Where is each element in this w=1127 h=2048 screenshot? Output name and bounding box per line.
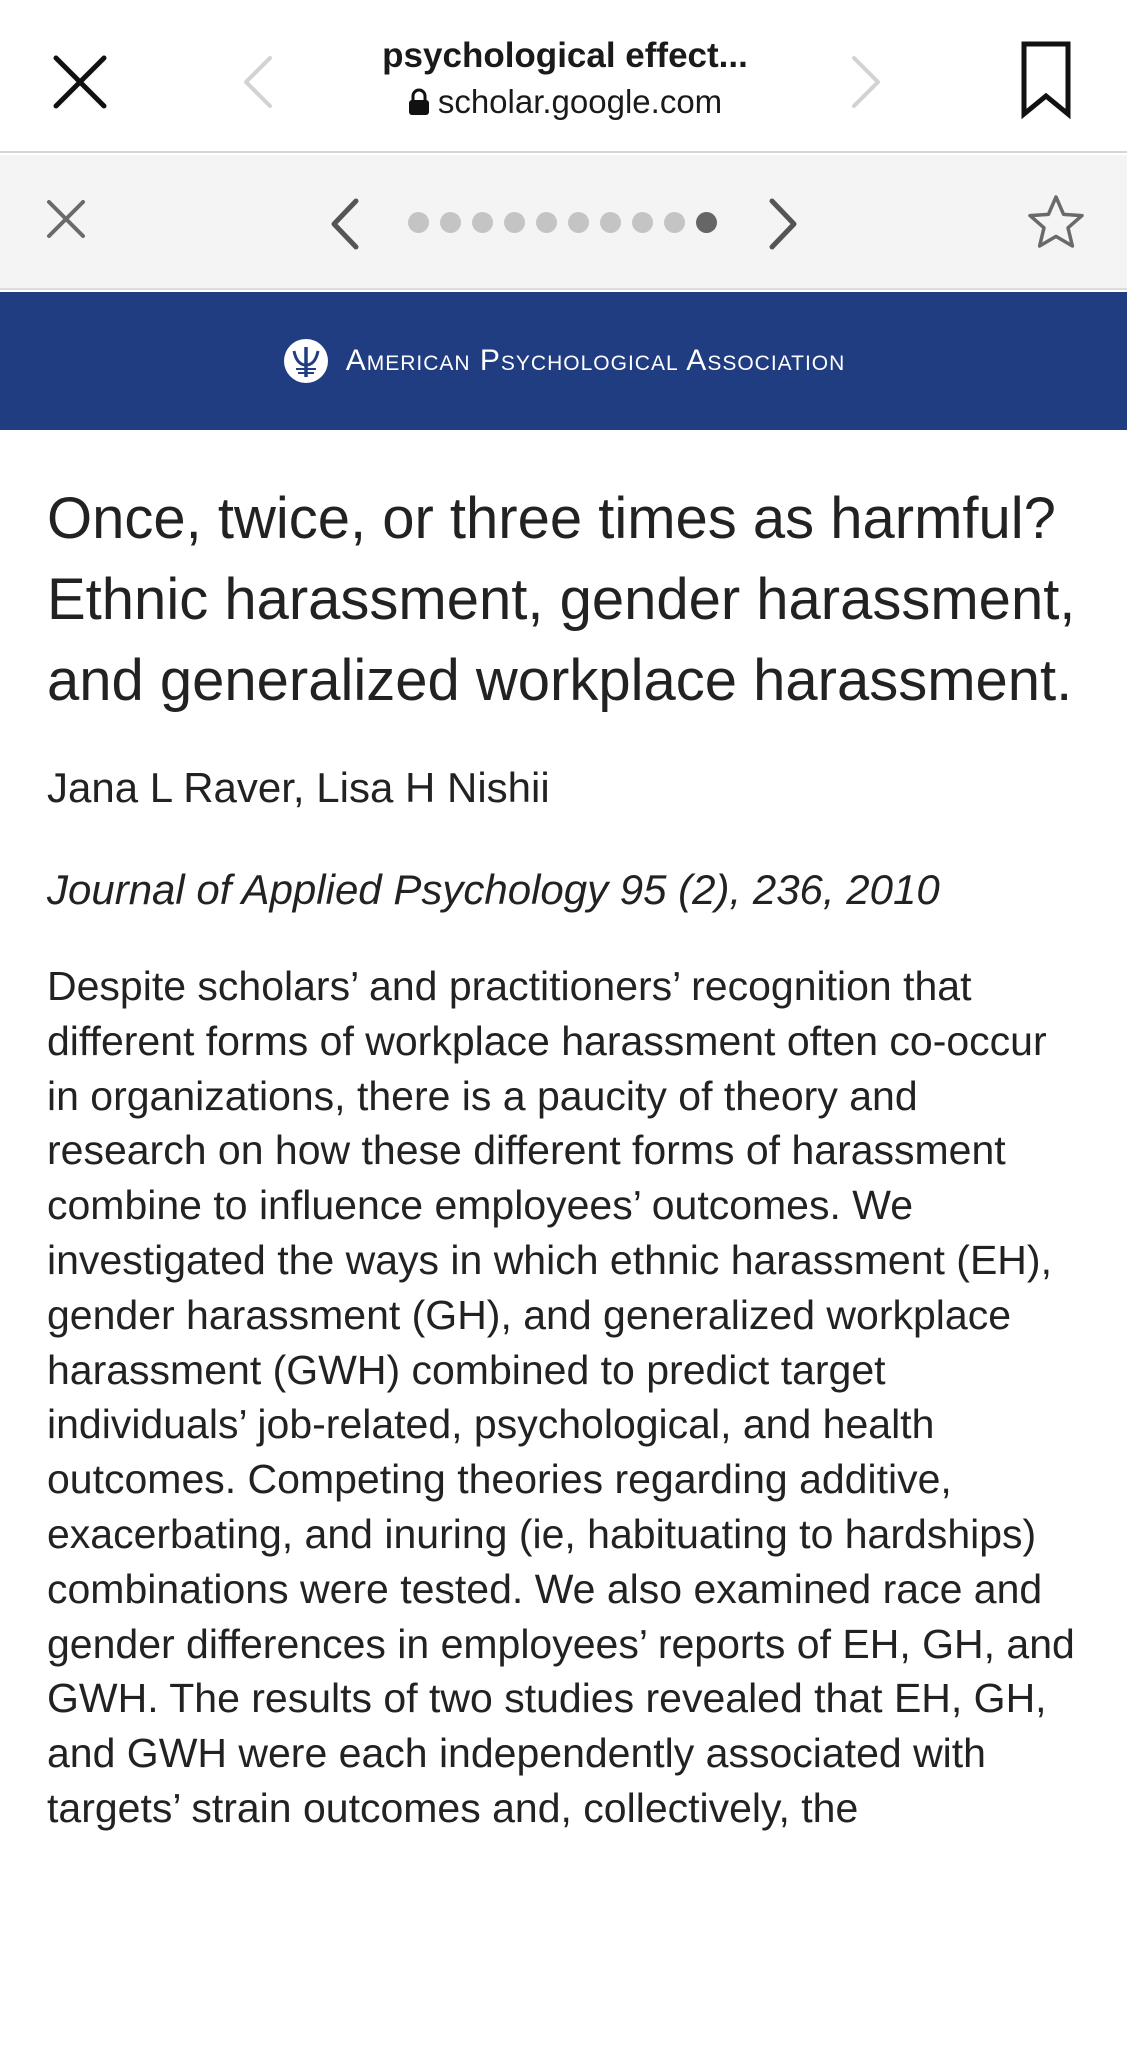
apa-logo-icon <box>282 337 330 385</box>
carousel-dot[interactable] <box>536 212 557 233</box>
browser-toolbar <box>0 0 1127 153</box>
article-journal: Journal of Applied Psychology 95 (2), 236, 2010 <box>47 866 940 913</box>
lock-icon <box>408 88 430 116</box>
star-icon[interactable] <box>1026 193 1086 253</box>
carousel-dot[interactable] <box>472 212 493 233</box>
carousel-dot[interactable] <box>568 212 589 233</box>
carousel-dot[interactable] <box>408 212 429 233</box>
url-row <box>330 82 800 122</box>
browser-forward-icon[interactable] <box>846 52 886 112</box>
url-text: scholar.google.com <box>437 83 723 120</box>
carousel-dot[interactable] <box>632 212 653 233</box>
carousel-dot[interactable] <box>696 212 717 233</box>
article-abstract: Despite scholars’ and practitioners’ recognition that different forms of workplace harassment often co-occur in organizations, there is a paucity of theory and research on how these different forms of harassment combine to influence employees’ outcomes. We investigated the ways in which ethnic harassment (EH), gender harassment (GH), and generalized workplace harassment (GWH) combined to predict target individuals’ job-related, psychological, and health outcomes. Competing theories regarding additive, exacerbating, and inuring (ie, habituating to hardships) combinations were tested. We also examined race and gender differences in employees’ reports of EH, GH, and GWH. The results of two studies revealed that EH, GH, and GWH were each independently associated with targets’ strain outcomes and, collectively, the <box>47 963 1075 1831</box>
publisher-name: American Psychological Association <box>345 344 846 377</box>
browser-close-icon[interactable] <box>48 50 112 114</box>
page-title: psychological effect... <box>382 36 748 75</box>
publisher-banner <box>0 292 1127 430</box>
carousel-dot[interactable] <box>504 212 525 233</box>
bookmark-icon[interactable] <box>1018 40 1074 120</box>
browser-back-icon[interactable] <box>238 52 278 112</box>
carousel-dot[interactable] <box>440 212 461 233</box>
address-bar[interactable] <box>330 30 800 130</box>
article-authors: Jana L Raver, Lisa H Nishii <box>47 764 550 811</box>
carousel-close-icon[interactable] <box>44 197 88 241</box>
carousel-pager <box>408 212 717 233</box>
carousel-prev-icon[interactable] <box>328 197 362 251</box>
carousel-dot[interactable] <box>600 212 621 233</box>
article <box>47 478 1087 1836</box>
article-title: Once, twice, or three times as harmful? Ethnic harassment, gender harassment, and generalized workplace harassment. <box>47 486 1076 713</box>
carousel-next-icon[interactable] <box>766 197 800 251</box>
result-carousel <box>0 155 1127 290</box>
carousel-dot[interactable] <box>664 212 685 233</box>
